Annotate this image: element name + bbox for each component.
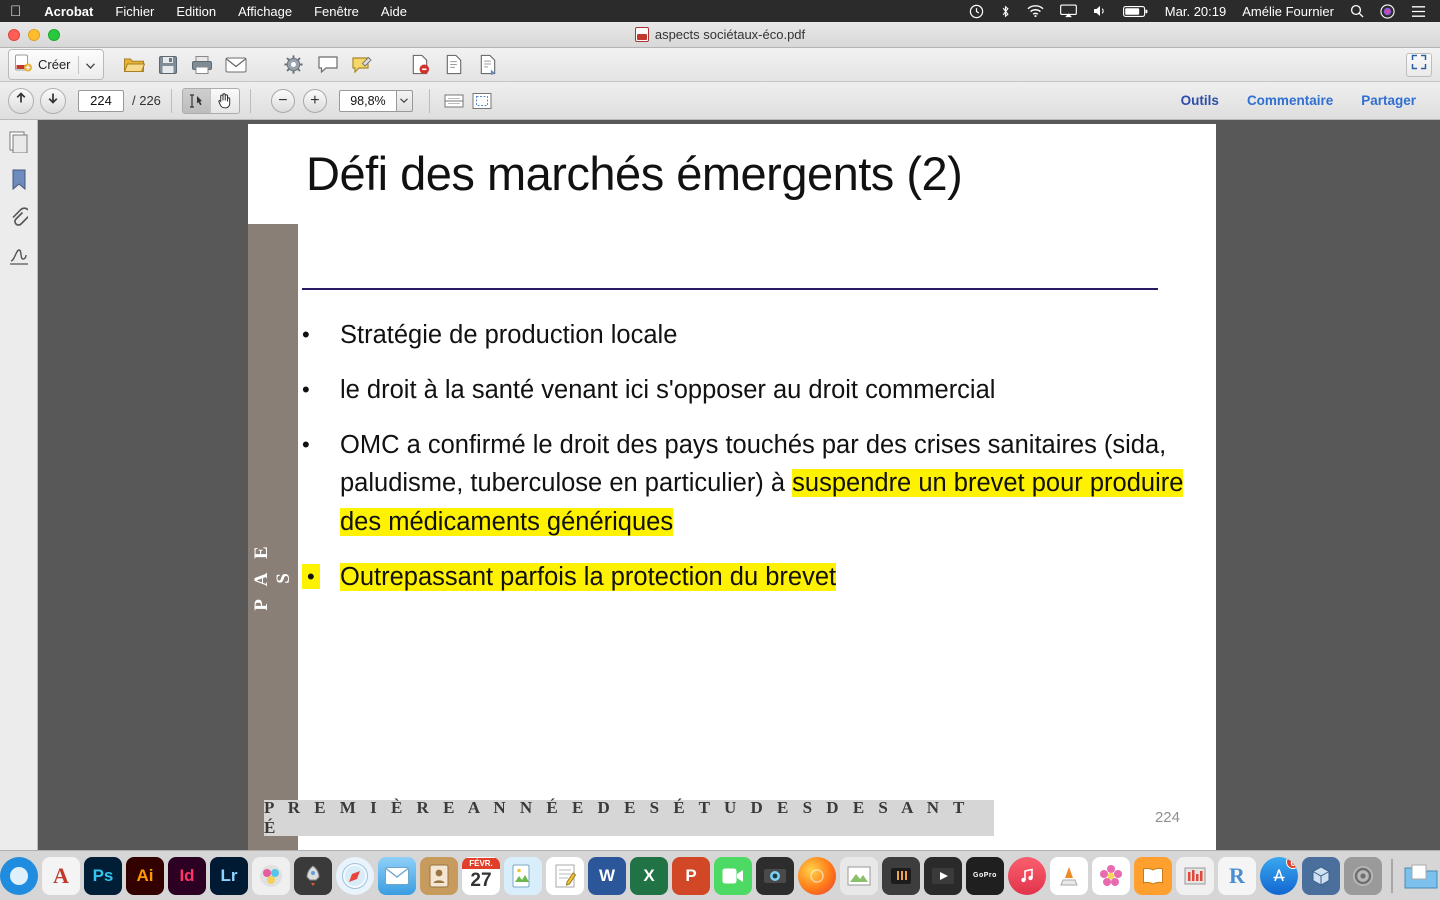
fit-width-icon[interactable] bbox=[440, 89, 468, 113]
app-store-badge: 6 bbox=[1286, 857, 1298, 869]
menu-item-edition[interactable]: Edition bbox=[165, 3, 205, 19]
minimize-button[interactable] bbox=[28, 29, 40, 41]
firefox-icon[interactable] bbox=[798, 857, 836, 895]
document-title: aspects sociétaux-éco.pdf bbox=[654, 27, 806, 42]
slide-side-strip bbox=[248, 224, 298, 850]
calendar-icon[interactable]: FÉVR. 27 bbox=[462, 857, 500, 895]
launch-rocket-icon[interactable] bbox=[294, 857, 332, 895]
audio-meter-icon[interactable] bbox=[1176, 857, 1214, 895]
divider bbox=[171, 89, 172, 113]
powerpoint-icon[interactable]: P bbox=[672, 857, 710, 895]
bluetooth-icon[interactable] bbox=[992, 4, 1019, 19]
menu-app-name[interactable]: Acrobat bbox=[33, 3, 83, 19]
commentaire-link[interactable]: Commentaire bbox=[1246, 93, 1334, 108]
page-thumbnails-icon[interactable] bbox=[7, 130, 31, 154]
create-pdf-icon bbox=[13, 53, 33, 76]
slide-title: Défi des marchés émergents (2) bbox=[306, 147, 963, 200]
preview-gallery-icon[interactable] bbox=[840, 857, 878, 895]
divider bbox=[78, 56, 79, 74]
pdf-document-viewport[interactable] bbox=[38, 120, 1440, 850]
menu-item-affichage[interactable]: Affichage bbox=[226, 3, 281, 19]
bullet-text: Stratégie de production locale bbox=[340, 321, 678, 349]
apple-icon[interactable] bbox=[0, 4, 33, 19]
insert-page-icon[interactable] bbox=[476, 53, 500, 77]
create-button-label: Créer bbox=[38, 57, 71, 72]
next-page-button[interactable] bbox=[40, 88, 66, 114]
zoom-controls bbox=[271, 89, 413, 113]
bullet-marker: • bbox=[302, 376, 310, 402]
slide-page-number: 224 bbox=[1154, 809, 1180, 826]
document-title-group bbox=[635, 27, 805, 42]
indesign-icon[interactable]: Id bbox=[168, 857, 206, 895]
list-item bbox=[302, 558, 1192, 597]
flower-app-icon[interactable] bbox=[1092, 857, 1130, 895]
macos-menu-bar bbox=[0, 0, 1440, 22]
save-icon[interactable] bbox=[156, 53, 180, 77]
acrobat-main-toolbar bbox=[0, 48, 1440, 82]
zoom-in-icon[interactable]: + bbox=[303, 89, 327, 113]
bookmarks-icon[interactable] bbox=[7, 168, 31, 192]
bullet-text bbox=[340, 558, 1192, 597]
slide-footer-bar bbox=[264, 800, 994, 836]
illustrator-icon[interactable]: Ai bbox=[126, 857, 164, 895]
colorsync-icon[interactable] bbox=[252, 857, 290, 895]
fullscreen-toggle-button[interactable] bbox=[1406, 53, 1432, 77]
lightroom-icon[interactable]: Lr bbox=[210, 857, 248, 895]
vlc-alt-icon[interactable] bbox=[1050, 857, 1088, 895]
arrow-down-icon bbox=[46, 91, 60, 110]
macos-dock bbox=[0, 850, 1440, 900]
slide-footer-text: P R E M I È R E A N N É E D E S É T U D E S D E S A N T É bbox=[264, 798, 970, 837]
excel-icon[interactable]: X bbox=[630, 857, 668, 895]
app-store-icon[interactable] bbox=[1260, 857, 1298, 895]
fit-page-icon[interactable] bbox=[468, 89, 496, 113]
spotlight-search-icon[interactable] bbox=[1342, 4, 1372, 18]
navigation-pane-rail bbox=[0, 120, 38, 850]
selection-tools-group bbox=[182, 88, 240, 114]
toolbar-icon-group bbox=[122, 53, 500, 77]
itunes-old-icon[interactable] bbox=[882, 857, 920, 895]
airplay-icon[interactable] bbox=[1052, 4, 1085, 18]
calendar-day: 27 bbox=[470, 870, 492, 891]
sticky-note-icon[interactable] bbox=[350, 53, 374, 77]
email-icon[interactable] bbox=[224, 53, 248, 77]
fullscreen-icon bbox=[1411, 54, 1427, 75]
page-fit-group bbox=[440, 89, 496, 113]
open-file-icon[interactable] bbox=[122, 53, 146, 77]
text-select-icon[interactable] bbox=[183, 89, 211, 113]
pdf-file-icon bbox=[635, 27, 649, 42]
books-icon[interactable] bbox=[1134, 857, 1172, 895]
preview-icon[interactable] bbox=[504, 857, 542, 895]
slide-strip-label: P A E S bbox=[251, 541, 294, 611]
battery-icon[interactable] bbox=[1115, 5, 1157, 18]
textedit-icon[interactable] bbox=[546, 857, 584, 895]
zoom-level-input[interactable]: 98,8% bbox=[339, 90, 397, 112]
menu-bar-status-area bbox=[961, 4, 1440, 19]
system-preferences-icon[interactable] bbox=[1344, 857, 1382, 895]
bullet-text-highlighted: suspendre un brevet pour produire des médicaments génériques bbox=[340, 469, 1184, 536]
music-icon[interactable] bbox=[1008, 857, 1046, 895]
close-button[interactable] bbox=[8, 29, 20, 41]
bullet-text: le droit à la santé venant ici s'opposer au droit commercial bbox=[340, 375, 996, 404]
list-item bbox=[302, 426, 1192, 542]
mail-icon[interactable] bbox=[378, 857, 416, 895]
word-icon[interactable]: W bbox=[588, 857, 626, 895]
pdf-page-224 bbox=[248, 124, 1216, 850]
create-button[interactable] bbox=[8, 49, 104, 80]
bullet-text-plain: OMC a confirmé le droit des pays touchés par des crises sanitaires (sida, paludisme, tuberculose en particulier) à bbox=[340, 430, 1167, 498]
menu-item-aide[interactable]: Aide bbox=[369, 3, 396, 19]
list-item bbox=[302, 316, 1192, 355]
chevron-down-icon[interactable] bbox=[86, 57, 95, 72]
cube-app-icon[interactable] bbox=[1302, 857, 1340, 895]
slide-title-underline bbox=[302, 288, 1158, 290]
rstudio-icon[interactable]: R bbox=[1218, 857, 1256, 895]
menu-user-name[interactable]: Amélie Fournier bbox=[1242, 3, 1334, 19]
gopro-icon[interactable] bbox=[966, 857, 1004, 895]
window-controls bbox=[8, 29, 60, 41]
menu-item-fenetre[interactable]: Fenêtre bbox=[302, 3, 348, 19]
volume-icon[interactable] bbox=[1085, 4, 1115, 18]
bullet-marker: • bbox=[302, 322, 310, 347]
settings-gear-icon[interactable] bbox=[282, 53, 306, 77]
zoom-button[interactable] bbox=[48, 29, 60, 41]
print-icon[interactable] bbox=[190, 53, 214, 77]
photobooth-icon[interactable] bbox=[756, 857, 794, 895]
notification-center-icon[interactable] bbox=[1403, 5, 1434, 18]
bullet-marker-highlighted: • bbox=[302, 558, 340, 593]
toolbar-right-links bbox=[1167, 93, 1440, 108]
divider-2 bbox=[250, 89, 251, 113]
dock-divider bbox=[1391, 859, 1393, 893]
menu-clock[interactable]: Mar. 20:19 bbox=[1164, 3, 1227, 19]
hand-tool-icon[interactable] bbox=[211, 89, 239, 113]
safari-blue-icon[interactable] bbox=[0, 857, 38, 895]
slide-bullet-list bbox=[302, 316, 1192, 613]
time-machine-icon[interactable] bbox=[961, 4, 992, 19]
bullet-text-mixed bbox=[340, 426, 1192, 542]
divider-3 bbox=[429, 89, 430, 113]
gopro-label: GoPro bbox=[973, 872, 997, 879]
wifi-icon[interactable] bbox=[1019, 4, 1052, 18]
bullet-text-highlighted: Outrepassant parfois la protection du brevet bbox=[340, 562, 837, 591]
partager-link[interactable]: Partager bbox=[1361, 93, 1416, 108]
previous-page-button[interactable] bbox=[8, 88, 34, 114]
delete-page-icon[interactable] bbox=[408, 53, 432, 77]
comment-bubble-icon[interactable] bbox=[316, 53, 340, 77]
arrow-up-icon bbox=[14, 91, 28, 110]
signatures-icon[interactable] bbox=[7, 244, 31, 268]
page-number-input[interactable]: 224 bbox=[78, 90, 124, 112]
facetime-icon[interactable] bbox=[714, 857, 752, 895]
imovie-icon[interactable] bbox=[924, 857, 962, 895]
contacts-icon[interactable] bbox=[420, 857, 458, 895]
page-total-label: / 226 bbox=[132, 93, 161, 108]
outils-link[interactable]: Outils bbox=[1180, 93, 1219, 108]
zoom-dropdown-caret-icon[interactable] bbox=[397, 90, 413, 112]
folder-documents-icon[interactable] bbox=[1402, 857, 1440, 895]
list-item bbox=[302, 371, 1192, 410]
menu-item-fichier[interactable]: Fichier bbox=[104, 3, 144, 19]
photoshop-icon[interactable]: Ps bbox=[84, 857, 122, 895]
window-title-bar bbox=[0, 22, 1440, 48]
siri-icon[interactable] bbox=[1372, 4, 1403, 19]
zoom-out-icon[interactable]: − bbox=[271, 89, 295, 113]
attachments-icon[interactable] bbox=[7, 206, 31, 230]
acrobat-reader-icon[interactable]: A bbox=[42, 857, 80, 895]
safari-compass-icon[interactable] bbox=[336, 857, 374, 895]
extract-page-icon[interactable] bbox=[442, 53, 466, 77]
bullet-marker: • bbox=[302, 431, 310, 457]
acrobat-nav-toolbar bbox=[0, 82, 1440, 120]
